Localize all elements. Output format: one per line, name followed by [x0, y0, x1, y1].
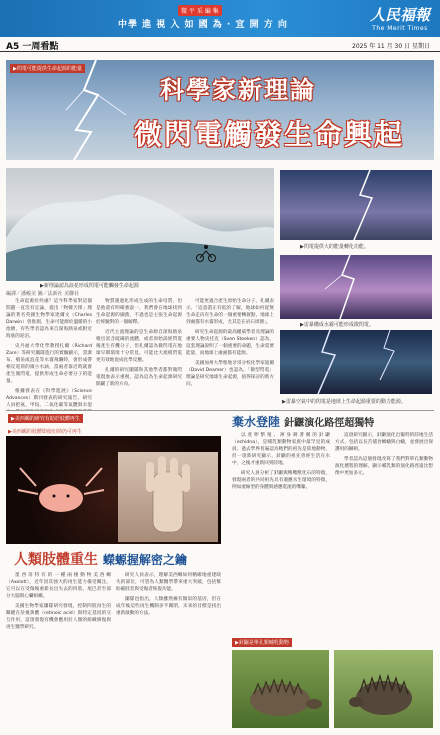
lightning-icon — [280, 330, 432, 394]
paragraph: 根據發表在《科學進展》（Science Advances）期刊發表的研究報告，研究人員把氨、甲烷、二氧化碳等氣體與水混 — [6, 389, 92, 408]
paragraph: 研究生命起源的最高權威學者及理論的重要人物史托克（Sven Stoeken）認為，這套理論說明了一個重要的命題，生命需要能量，而地球上處處都有能源。 — [186, 330, 274, 356]
article1-column-2 — [96, 298, 182, 410]
hand-icon — [118, 452, 218, 542]
paragraph: 扎爾的研究團隊和其他學者都對微閃電現象表示重視，認為這為生命起源研究開闢了新的方向。 — [96, 368, 182, 387]
paragraph: 近代主流理論的是生命源自深海熱泉噴出富含硫磺的流體，或者原始湯經閃電後產生有機分子，但扎爾認為微閃電在地球早期環境十分常見，可能比大規模閃電更有效地促成化學反應。 — [96, 330, 182, 363]
echidna-icon — [232, 650, 329, 728]
echidna-tag: ▶針鼴是單孔類哺乳動物 — [232, 638, 292, 647]
logo-english: The Merit Times — [372, 25, 428, 32]
lightning-icon — [280, 170, 432, 240]
storm-photo-1 — [280, 170, 432, 240]
section-bar — [0, 38, 440, 52]
byline: 編譯／潘峻美 圖／法新社 美聯社 — [6, 291, 80, 297]
cyclist-icon — [196, 244, 216, 262]
wave-illustration — [6, 168, 274, 281]
paragraph: 生命起源於何處？這今科學家對這個問題一直沒有定論，提出「物競天擇」理論的著名英國生物學家達爾文（Charles Darwin）曾推測，生命可能源於溫暖的小池塘，有些學者認為來自深海熱泉或附近海底的泥沼。 — [6, 299, 92, 339]
headline-line-1: 科學家新理論 — [160, 76, 316, 104]
paragraph: 研究人員表示，理解美西螈如何精確地重建缺失的部位，可望為人類醫學帶來重大突破，包括幫助截肢者與受傷者恢復功能。 — [116, 573, 221, 592]
masthead-tag: 微 平 采 編 集 — [178, 5, 222, 16]
axolotl-illustration — [6, 436, 116, 544]
paragraph: 這項研究顯示，針鼴演化出獨特的陸地生活方式，包括以長舌捕食螞蟻與白蟻，並發展出保護用的棘刺。 — [335, 433, 433, 452]
axolotl-headline-a: 人類肢體重生 — [14, 552, 98, 568]
axolotl-headline-b: 蠑螈握解密之鑰 — [102, 553, 187, 567]
echidna-icon — [334, 650, 433, 728]
echidna-photo-2 — [334, 650, 433, 728]
section-divider — [6, 410, 434, 411]
logo-chinese: 人民福報 — [369, 6, 430, 24]
paragraph: 史丹福大學化學教授扎爾（Richard Zare）等研究團隊進行的實驗顯示，當瀑布、噴泉或浪花等水霧飛濺時，會形成帶相反電荷的微小水滴，當兩者靠近時就會產生微閃電，提供形成生命必要分子的能量。 — [6, 344, 92, 384]
paragraph: 學者認為這個發現改寫了我們對單孔類動物演化歷程的理解，顯示哺乳類的演化路徑遠比想像中更加多元。 — [335, 457, 433, 476]
hand-photo — [118, 452, 218, 542]
storm-caption-3: ▶雷暴空氣中的閃電是地球上生命起源重要的動力能源。 — [282, 399, 406, 405]
echidna-headline — [232, 413, 374, 430]
masthead — [0, 0, 440, 37]
wave-caption: ▶新理論認為浪花形成閃電可能觸發生命起源 — [40, 283, 139, 289]
newspaper-logo — [370, 4, 430, 32]
axolotl-column-1 — [6, 572, 111, 730]
echidna-headline-main: 棄水登陸 — [232, 415, 281, 429]
hero-caption-tag: ▶閃電可能提供生命起源的能量 — [10, 64, 85, 73]
echidna-column-1 — [232, 432, 330, 632]
storm-photo-3 — [280, 330, 432, 394]
masthead-slogan: 中學 進 視 入 如 國 為 · 宜 開 方 向 — [118, 20, 288, 30]
wave-photo — [6, 168, 274, 281]
echidna-photo-1 — [232, 650, 329, 728]
section-title: A5 一周看點 — [6, 42, 59, 52]
storm-photo-2 — [280, 255, 432, 319]
axolotl-headline — [14, 549, 187, 569]
echidna-column-2 — [335, 432, 433, 632]
paragraph: 團隊也指出，人類雖然擁有類似的基因，但在成年後這些再生機制多半關閉，未來的目標是找出重新啟動的方法。 — [116, 597, 221, 616]
paragraph: 物質遇過化形成生成的生命母質，但是他還有明確強說一，我們會在地球找到生命起源的細菌，不過也是主張生命起源於經驗對的一個解釋。 — [96, 299, 182, 325]
paragraph: 美國生物學家團隊研究發現，控制四肢再生的關鍵在於視黃酸（retinoic acid）與特定基因的交互作用，這項發現有機會應用於人類的組織修復與再生醫學研究。 — [6, 604, 111, 630]
echidna-subhead: 針鼴演化路徑超獨特 — [284, 418, 375, 429]
article1-column-1 — [6, 298, 92, 410]
issue-date: 2025 年 11 月 30 日 星期日 — [352, 43, 430, 50]
paragraph: 以產卵繁殖、渾身刺著稱的針鼴（echidna），是哺乳類動物家族中最罕見的成員。過去學界普遍認為牠們的祖先是陸地動物，但一項新研究顯示，針鼴的祖先曾經生活在水中，之後才重新回到陸地。 — [232, 433, 330, 466]
paragraph: 研究人員分析了針鼴與鴨嘴獸化石的特徵，發現兩者的共同祖先具有適應水生環境的特徵，例如流線型的身體與感應電流的嘴喙。 — [232, 471, 330, 490]
axolotl-column-2 — [116, 572, 221, 730]
paragraph: 美國加州大學聖地牙哥分校化學家迪爾（David Deamer）也認為，「微型閃電」理論是研究地球生命起源，值得探討的新方向。 — [186, 361, 274, 387]
axolotl-photo-caption: ▶美西螈的肢體即使切掉仍可再生 — [8, 429, 82, 435]
storm-caption-2: ▶雷暴構成水霧可能形成微閃電。 — [300, 322, 374, 328]
lightning-icon — [280, 255, 432, 319]
article1-column-3 — [186, 298, 274, 410]
storm-caption-1: ▶閃電提供大的能量轉化功能。 — [300, 244, 369, 250]
paragraph: 墨西哥特有的一種兩棲動物美西螈（Axolotl），近年因其強大的再生能力備受關注。它可以在受傷後重新長出失去的四肢、尾巴甚至部分大腦與心臟組織。 — [6, 573, 111, 599]
headline-line-2: 微閃電觸發生命興起 — [134, 118, 405, 151]
axolotl-tag: ▶美西螈的研究有助於肢體再生 — [8, 414, 83, 423]
paragraph: 可能更適合產生原始生命分子。扎爾表示，「這意謂正有低的了解，地球如何從無生命走向有生命的一個重要轉捩點，地球上到處都有水霧形成，尤其是在岩石周圍」。 — [186, 299, 274, 325]
